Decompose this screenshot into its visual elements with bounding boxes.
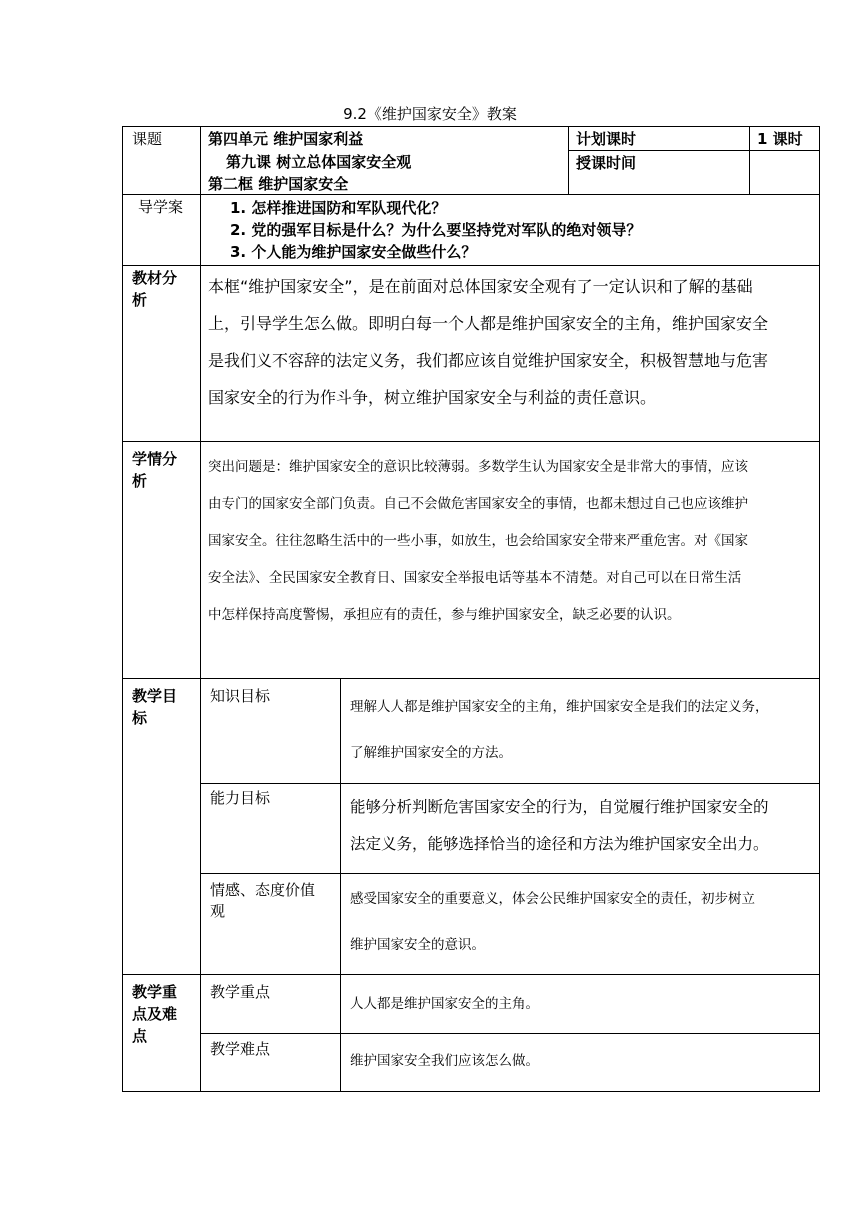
goals-label-line-1: 教学目 bbox=[132, 687, 178, 705]
row-divider bbox=[122, 678, 820, 679]
guide-label: 导学案 bbox=[138, 198, 184, 216]
ability-goal-label: 能力目标 bbox=[210, 789, 271, 807]
guide-item-2: 2. 党的强军目标是什么？为什么要坚持党对军队的绝对领导？ bbox=[230, 221, 642, 239]
guide-item-3: 3. 个人能为维护国家安全做些什么？ bbox=[230, 243, 477, 261]
ability-goal-text bbox=[350, 789, 769, 863]
learners-label-line-2: 析 bbox=[132, 472, 148, 490]
knowledge-goal-text bbox=[350, 684, 769, 776]
teach-time-label: 授课时间 bbox=[576, 154, 637, 172]
text-line: 中怎样保持高度警惕，承担应有的责任，参与维护国家安全，缺乏必要的认识。 bbox=[208, 607, 681, 623]
emotion-goal-text bbox=[350, 876, 755, 968]
emotion-goal-label-line-1: 情感、态度价值 bbox=[210, 881, 316, 899]
focus-label: 教学重点 bbox=[210, 983, 271, 1001]
goals-divider bbox=[200, 873, 820, 874]
header-divider bbox=[749, 126, 750, 194]
text-line: 了解维护国家安全的方法。 bbox=[350, 745, 512, 761]
text-line: 维护国家安全的意识。 bbox=[350, 937, 485, 953]
learner-analysis-text bbox=[208, 449, 748, 634]
guide-item-1: 1. 怎样推进国防和军队现代化？ bbox=[230, 199, 447, 217]
topic-label: 课题 bbox=[132, 130, 163, 148]
text-line: 法定义务，能够选择恰当的途径和方法为维护国家安全出力。 bbox=[350, 835, 769, 853]
emotion-goal-label-line-2: 观 bbox=[210, 902, 226, 920]
text-line: 理解人人都是维护国家安全的主角，维护国家安全是我们的法定义务， bbox=[350, 699, 769, 715]
keypoints-label-line-1: 教学重 bbox=[132, 983, 178, 1001]
unit-title: 第四单元 维护国家利益 bbox=[208, 130, 364, 148]
knowledge-goal-label: 知识目标 bbox=[210, 687, 271, 705]
textbook-label-line-2: 析 bbox=[132, 291, 148, 309]
goals-divider bbox=[340, 678, 341, 974]
text-line: 国家安全。往往忽略生活中的一些小事，如放生，也会给国家安全带来严重危害。对《国家 bbox=[208, 533, 748, 549]
learners-label-line-1: 学情分 bbox=[132, 450, 178, 468]
goals-label-line-2: 标 bbox=[132, 709, 148, 727]
textbook-analysis-text bbox=[208, 268, 768, 416]
header-divider bbox=[568, 150, 820, 151]
difficulty-label: 教学难点 bbox=[210, 1040, 271, 1058]
text-line: 本框“维护国家安全”，是在前面对总体国家安全观有了一定认识和了解的基础 bbox=[208, 277, 753, 296]
header-divider bbox=[568, 126, 569, 194]
section-title: 第二框 维护国家安全 bbox=[208, 175, 349, 193]
keypoints-label-line-2: 点及难 bbox=[132, 1005, 178, 1023]
text-line: 由专门的国家安全部门负责。自己不会做危害国家安全的事情，也都未想过自己也应该维护 bbox=[208, 496, 748, 512]
textbook-label-line-1: 教材分 bbox=[132, 269, 178, 287]
keypoints-divider bbox=[200, 1033, 820, 1034]
row-divider bbox=[122, 441, 820, 442]
text-line: 感受国家安全的重要意义，体会公民维护国家安全的责任，初步树立 bbox=[350, 891, 755, 907]
lesson-title: 第九课 树立总体国家安全观 bbox=[226, 153, 412, 171]
plan-hours-label: 计划课时 bbox=[576, 130, 637, 148]
keypoints-label-line-3: 点 bbox=[132, 1027, 148, 1045]
text-line: 突出问题是：维护国家安全的意识比较薄弱。多数学生认为国家安全是非常大的事情，应该 bbox=[208, 459, 748, 475]
difficulty-text: 维护国家安全我们应该怎么做。 bbox=[350, 1053, 539, 1069]
row-divider bbox=[122, 265, 820, 266]
text-line: 是我们义不容辞的法定义务，我们都应该自觉维护国家安全，积极智慧地与危害 bbox=[208, 351, 769, 370]
text-line: 国家安全的行为作斗争，树立维护国家安全与利益的责任意识。 bbox=[208, 388, 657, 407]
text-line: 能够分析判断危害国家安全的行为，自觉履行维护国家安全的 bbox=[350, 798, 769, 816]
plan-hours-value: 1 课时 bbox=[757, 130, 803, 148]
document-title: 9.2《维护国家安全》教案 bbox=[343, 105, 517, 123]
focus-text: 人人都是维护国家安全的主角。 bbox=[350, 996, 539, 1012]
row-divider bbox=[122, 974, 820, 975]
label-column-divider bbox=[200, 126, 201, 1092]
row-divider bbox=[122, 194, 820, 195]
text-line: 安全法》、全民国家安全教育日、国家安全举报电话等基本不清楚。对自己可以在日常生活 bbox=[208, 570, 742, 586]
goals-divider bbox=[200, 783, 820, 784]
text-line: 上，引导学生怎么做。即明白每一个人都是维护国家安全的主角，维护国家安全 bbox=[208, 314, 769, 333]
